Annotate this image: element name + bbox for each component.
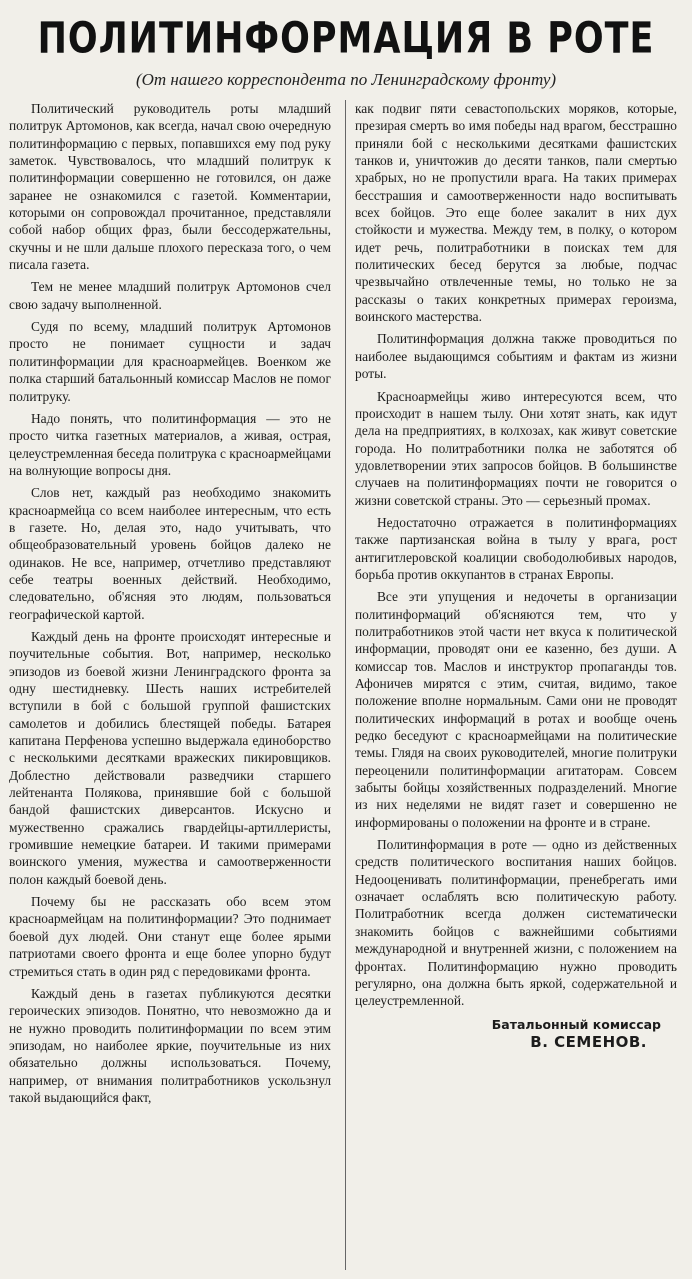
article-column-left xyxy=(9,100,331,1270)
article-paragraph-continuation: как подвиг пяти севастопольских моряков, которые, презирая смерть во имя победы над врагом, бесстрашно приняли бой с несколькими десятками фашистских танков и, уничтожив до десяти танков, пали смертью храбрых, но не пропустили врага. На таких примерах бесстрашия и самоотверженности надо воспитывать всех бойцов. Это еще более закалит в них дух стойкости и мужества. Между тем, в полку, о котором идет речь, политработники в поисках тем для политических бесед берутся за любые, подчас чрезвычайно отвлеченные темы, но только не за рассказы о таких конкретных примерах героизма, воинского мастерства. xyxy=(355,101,677,325)
author-rank: Батальонный комиссар xyxy=(491,1016,661,1032)
article-paragraph: Все эти упущения и недочеты в организации политинформаций об'ясняются тем, что у политработников этой части нет вкуса к политической информации, проводят они ее казенно, без души. А комиссар тов. Маслов и инструктор пропаганды тов. Афоничев мирятся с этим, считая, видимо, такое положение вполне нормальным. Сами они не проводят политических информаций в ротах и вообще очень редко беседуют с красноармейцами на политические темы. Глядя на своих руководителей, многие политруки переоценили политинформации агитаторам. Совсем забыты бойцы хозяйственных подразделений. Многие из них неделями не видят газет и совершенно не информированы о положении на фронте и в стране. xyxy=(355,589,677,830)
article-paragraph: Политический руководитель роты младший политрук Артомонов, как всегда, начал свою очередную политинформацию с первых, попавшихся ему под руку заметок. Чувствовалось, что младший политрук к политинформации совершенно не готовился, он даже заранее не ознакомился с газетой. Комментарии, которыми он сопровождал прочитанное, представляли собой набор общих фраз, были бессодержательны, скучны и не шли дальше плохого пересказа того, о чем писала газета. xyxy=(9,101,331,273)
article-paragraph: Почему бы не рассказать обо всем этом красноармейцам на политинформации? Это поднимает боевой дух людей. Они станут еще более ярыми патриотами своего фронта и еще более упорно будут стремиться стать в один ряд с передовиками фронта. xyxy=(9,894,331,979)
article-paragraph: Каждый день в газетах публикуются десятки героических эпизодов. Понятно, что невозможно да и не нужно проводить политинформации по всем этим эпизодам, но наиболее яркие, поучительные из них обязательно должны использоваться. Почему, например, от внимания политработников ускользнул такой выдающийся факт, xyxy=(9,985,331,1105)
article-column-right xyxy=(355,100,677,1270)
article-paragraph: Слов нет, каждый раз необходимо знакомить красноармейца со всем наиболее интересным, что есть в газете. Но, делая это, надо учитывать, что общеобразовательный уровень бойцов далеко не одинаков. Не все, например, отчетливо представляют себе театры военных действий. Необходимо, следовательно, об'ясняя это людям, пользоваться географической картой. xyxy=(9,485,331,622)
author-signature xyxy=(355,1016,677,1052)
article-paragraph: Каждый день на фронте происходят интересные и поучительные события. Вот, например, несколько эпизодов из боевой жизни Ленинградского фронта за одну шестидневку. Шесть наших истребителей вступили в бой с большой группой фашистских самолетов и добились блестящей победы. Батарея капитана Перфенова успешно выдержала единоборство с несколькими десятками вражеских пикировщиков. Доблестно действовали разведчики старшего лейтенанта Полякова, принявшие бой с большой бандой фашистских диверсантов. Искусно и мужественно сражались гвардейцы-артиллеристы, громившие немецкие батареи. И такими примерами воинского умения, мужества и самоотверженности полон каждый боевой день. xyxy=(9,628,331,887)
author-name: В. СЕМЕНОВ. xyxy=(530,1032,647,1051)
article-paragraph: Тем не менее младший политрук Артомонов счел свою задачу выполненной. xyxy=(9,279,331,312)
article-subheadline: (От нашего корреспондента по Ленинградскому фронту) xyxy=(135,70,557,89)
article-paragraph: Надо понять, что политинформация — это не просто читка газетных материалов, а живая, острая, целеустремленная беседа политрука с красноармейцами на волнующие вопросы дня. xyxy=(9,410,331,478)
article-paragraph: Политинформация в роте — одно из действенных средств политического воспитания наших бойцов. Недооценивать политинформации, пренебрегать ими означает ослаблять всю политическую работу. Политработник всегда должен систематически знакомить бойцов с важнейшими событиями международной и внутренней жизни, с положением на фронтах. Политинформацию нужно проводить регулярно, она должна быть яркой, содержательной и целеустремленной. xyxy=(355,837,677,1009)
article-paragraph: Недостаточно отражается в политинформациях также партизанская война в тылу у врага, рост антигитлеровской коалиции свободолюбивых народов, борьба против оккупантов в странах Европы. xyxy=(355,514,677,582)
article-paragraph: Судя по всему, младший политрук Артомонов просто не понимает сущности и задач политинформации для красноармейцев. Военком же полка старший батальонный комиссар Маслов не помог политруку. xyxy=(9,319,331,404)
column-divider xyxy=(345,100,346,1270)
article-paragraph: Политинформация должна также проводиться по наиболее выдающимся событиям и фактам из жизни роты. xyxy=(355,331,677,382)
article-paragraph: Красноармейцы живо интересуются всем, что происходит в нашем тылу. Они хотят знать, как идут дела на предприятиях, в колхозах, как живут советские города. Но политработники полка не заботятся об удовлетворении этих запросов бойцов. В большинстве случаев на политинформациях почти не говорится о жизни советской страны. Это — серьезный промах. xyxy=(355,388,677,508)
article-headline: ПОЛИТИНФОРМАЦИЯ В РОТЕ xyxy=(37,14,655,64)
